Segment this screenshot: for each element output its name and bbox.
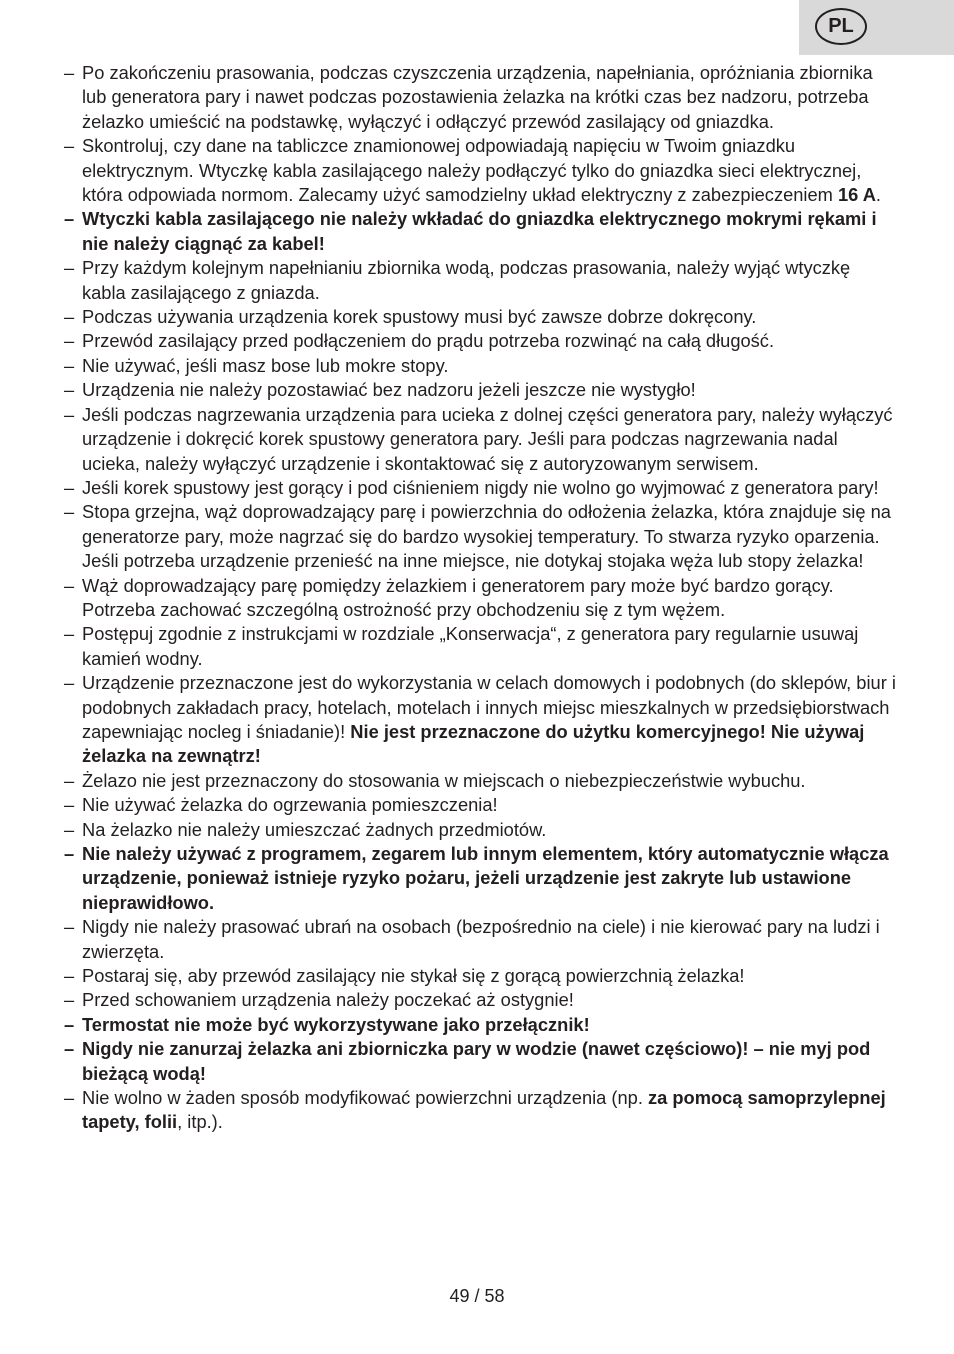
dash-bullet: – xyxy=(64,1087,75,1109)
item-text: Po zakończeniu prasowania, podczas czyszczenia urządzenia, napełniania, opróżniania zbiornika lub generatora pary i nawet podczas pozostawienia żelazka na krótki czas bez nadzoru, potrzeba żelazko umieścić na podstawkę, wyłączyć i odłączyć przewód zasilający od gniazdka. xyxy=(82,62,873,132)
dash-bullet: – xyxy=(64,208,75,230)
list-item xyxy=(64,574,896,623)
list-item xyxy=(64,769,896,793)
list-item xyxy=(64,134,896,207)
dash-bullet: – xyxy=(64,672,75,694)
list-item xyxy=(64,915,896,964)
item-text: Przed schowaniem urządzenia należy poczekać aż ostygnie! xyxy=(82,989,574,1011)
item-text: Skontroluj, czy dane na tabliczce znamionowej odpowiadają napięciu w Twoim gniazdku elektrycznym. Wtyczkę kabla zasilającego należy podłączyć tylko do gniazdka sieci elektrycznej, która odpowiada normom. Zalecamy użyć samodzielny układ elektryczny z zabezpieczeniem xyxy=(82,135,862,206)
list-item xyxy=(64,403,896,476)
language-tab xyxy=(799,0,954,55)
dash-bullet: – xyxy=(64,1038,75,1060)
list-item xyxy=(64,500,896,573)
dash-bullet: – xyxy=(64,257,75,279)
dash-bullet: – xyxy=(64,501,75,523)
dash-bullet: – xyxy=(64,135,75,157)
list-item xyxy=(64,622,896,671)
item-text: Stopa grzejna, wąż doprowadzający parę i powierzchnia do odłożenia żelazka, która znajduje się na generatorze pary, może nagrzać się do bardzo wysokiej temperatury. To stwarza ryzyko oparzenia. Jeśli potrzeba urządzenie przenieść na inne miejsce, nie dotykaj stojaka węża lub stopy żelazka! xyxy=(82,501,891,572)
list-item xyxy=(64,378,896,402)
dash-bullet: – xyxy=(64,403,75,425)
list-item xyxy=(64,305,896,329)
item-text: Urządzenie przeznaczone jest do wykorzystania w celach domowych i podobnych (do sklepów, biur i podobnych zakładach pracy, hotelach, motelach i innych miejsc mieszkalnych w przedsiębiorstwach zapewniając nocleg i śniadanie)! xyxy=(82,672,896,742)
dash-bullet: – xyxy=(64,916,75,938)
item-text: Nigdy nie należy prasować ubrań na osobach (bezpośrednio na ciele) i nie kierować pary na ludzi i zwierzęta. xyxy=(82,916,880,962)
list-item xyxy=(64,793,896,817)
item-text: Nie używać żelazka do ogrzewania pomieszczenia! xyxy=(82,794,498,816)
item-text: Podczas używania urządzenia korek spustowy musi być zawsze dobrze dokręcony. xyxy=(82,306,757,328)
list-item xyxy=(64,354,896,378)
list-item xyxy=(64,818,896,842)
item-text-end: , itp.). xyxy=(177,1111,223,1133)
dash-bullet: – xyxy=(64,62,75,83)
list-item xyxy=(64,1086,896,1135)
item-bold-text: Nigdy nie zanurzaj żelazka ani zbiorniczka pary w wodzie (nawet częściowo)! – nie myj pod bieżącą wodą! xyxy=(82,1038,871,1084)
item-text: Jeśli korek spustowy jest gorący i pod ciśnieniem nigdy nie wolno go wyjmować z generatora pary! xyxy=(82,476,879,498)
dash-bullet: – xyxy=(64,989,75,1011)
item-bold-text: Nie jest przeznaczone do użytku komercyjnego! Nie używaj żelazka na zewnątrz! xyxy=(82,720,865,767)
item-text: Nie używać, jeśli masz bose lub mokre stopy. xyxy=(82,354,449,376)
item-text-end: . xyxy=(875,184,881,206)
item-text: Postępuj zgodnie z instrukcjami w rozdziale „Konserwacja“, z generatora pary regularnie usuwaj kamień wodny. xyxy=(82,623,859,669)
list-item xyxy=(64,964,896,988)
dash-bullet: – xyxy=(64,574,75,596)
item-text: Postaraj się, aby przewód zasilający nie stykał się z gorącą powierzchnią żelazka! xyxy=(82,965,745,987)
dash-bullet: – xyxy=(64,623,75,645)
item-text: Wąż doprowadzający parę pomiędzy żelazkiem i generatorem pary może być bardzo gorący. Potrzeba zachować szczególną ostrożność przy obchodzeniu się z tym wężem. xyxy=(82,574,834,620)
list-item xyxy=(64,61,896,134)
dash-bullet: – xyxy=(64,818,75,840)
item-bold-text: za pomocą samoprzylepnej tapety, folii xyxy=(82,1087,886,1133)
dash-bullet: – xyxy=(64,965,75,987)
dash-bullet: – xyxy=(64,843,75,864)
safety-instructions-list xyxy=(64,61,896,1135)
dash-bullet: – xyxy=(64,794,75,816)
item-text: Na żelazko nie należy umieszczać żadnych przedmiotów. xyxy=(82,818,547,840)
list-item-warning xyxy=(64,1037,896,1086)
list-item xyxy=(64,671,896,769)
language-badge: PL xyxy=(815,8,867,45)
item-text: Przewód zasilający przed podłączeniem do prądu potrzeba rozwinąć na całą długość. xyxy=(82,330,775,352)
dash-bullet: – xyxy=(64,476,75,498)
list-item xyxy=(64,329,896,353)
list-item-warning xyxy=(64,207,896,256)
item-bold-text: Wtyczki kabla zasilającego nie należy wkładać do gniazdka elektrycznego mokrymi rękami i nie należy ciągnąć za kabel! xyxy=(82,208,877,254)
dash-bullet: – xyxy=(64,1013,75,1035)
list-item-warning xyxy=(64,1013,896,1037)
list-item xyxy=(64,256,896,305)
page-number: 49 / 58 xyxy=(449,1286,505,1306)
item-text: Przy każdym kolejnym napełnianiu zbiornika wodą, podczas prasowania, należy wyjąć wtyczkę kabla zasilającego z gniazda. xyxy=(82,257,851,303)
dash-bullet: – xyxy=(64,330,75,352)
list-item xyxy=(64,476,896,500)
dash-bullet: – xyxy=(64,354,75,376)
dash-bullet: – xyxy=(64,379,75,401)
item-text: Jeśli podczas nagrzewania urządzenia para ucieka z dolnej części generatora pary, należy wyłączyć urządzenie i dokręcić korek spustowy generatora pary. Jeśli para podczas nagrzewania nadal ucieka, należy wyłączyć urządzenie i skontaktować się z autoryzowanym serwisem. xyxy=(82,403,893,474)
dash-bullet: – xyxy=(64,306,75,328)
dash-bullet: – xyxy=(64,769,75,791)
item-text: Żelazo nie jest przeznaczony do stosowania w miejscach o niebezpieczeństwie wybuchu. xyxy=(82,769,806,791)
item-bold-text: Termostat nie może być wykorzystywane jako przełącznik! xyxy=(82,1013,590,1035)
item-text: Nie wolno w żaden sposób modyfikować powierzchni urządzenia (np. xyxy=(82,1087,648,1109)
list-item xyxy=(64,988,896,1012)
list-item-warning xyxy=(64,842,896,915)
item-bold-text: 16 A xyxy=(837,184,876,206)
item-bold-text: Nie należy używać z programem, zegarem lub innym elementem, który automatycznie włącza urządzenie, ponieważ istnieje ryzyko pożaru, jeżeli urządzenie jest zakryte lub ustawione nieprawidłowo. xyxy=(82,843,889,913)
item-text: Urządzenia nie należy pozostawiać bez nadzoru jeżeli jeszcze nie wystygło! xyxy=(82,379,696,401)
